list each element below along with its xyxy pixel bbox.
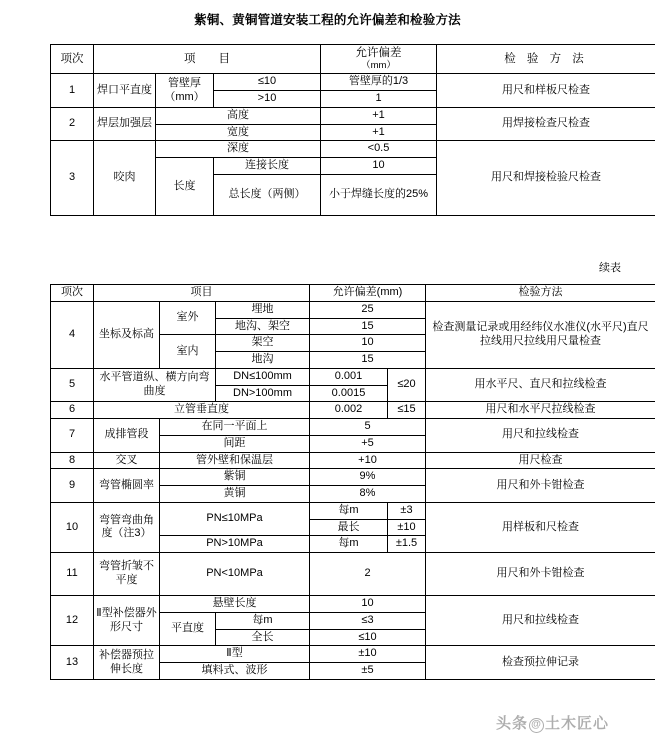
row-method: 检查测量记录或用经纬仪水准仪(水平尺)直尺拉线用尺拉线用尺量检查 xyxy=(426,301,655,368)
row-method: 用焊接检查尺检查 xyxy=(437,107,655,141)
row-tolerance: 10 xyxy=(310,335,426,352)
row-item: 成排管段 xyxy=(94,419,160,453)
row-tolerance: 15 xyxy=(310,318,426,335)
page-title: 紫铜、黄铜管道安装工程的允许偏差和检验方法 xyxy=(194,13,461,27)
row-condition: Ⅱ型 xyxy=(160,646,310,663)
row-tolerance: ≤10 xyxy=(310,629,426,646)
row-condition: >10 xyxy=(214,91,321,108)
row-tolerance: 15 xyxy=(310,352,426,369)
table-row xyxy=(51,553,655,596)
row-method: 用尺和外卡钳检查 xyxy=(426,553,655,596)
row-condition: ≤10 xyxy=(214,74,321,91)
row-no: 5 xyxy=(51,368,94,402)
row-no: 13 xyxy=(51,646,94,680)
row-item: 弯管弯曲角度（注3） xyxy=(94,502,160,552)
table-row xyxy=(51,301,655,318)
table-row xyxy=(51,646,655,663)
row-group: 平直度 xyxy=(160,612,216,646)
row-tolerance-limit: ≤15 xyxy=(388,402,426,419)
watermark-name: 土木匠心 xyxy=(545,715,610,732)
row-condition: 每m xyxy=(310,536,388,553)
row-tolerance: 8% xyxy=(310,486,426,503)
row-item: 交叉 xyxy=(94,452,160,469)
table-1-container xyxy=(50,44,655,216)
row-item: 立管垂直度 xyxy=(94,402,310,419)
header-method: 检 验 方 法 xyxy=(437,45,655,74)
row-no: 9 xyxy=(51,469,94,503)
row-condition: 最长 xyxy=(310,519,388,536)
row-item: 弯管椭圆率 xyxy=(94,469,160,503)
row-tolerance: 0.0015 xyxy=(310,385,388,402)
table-row xyxy=(51,419,655,436)
row-condition: 黄铜 xyxy=(160,486,310,503)
row-tolerance: 0.002 xyxy=(310,402,388,419)
table-header-row xyxy=(51,285,655,302)
header-method: 检验方法 xyxy=(426,285,655,302)
row-method: 用尺和拉线检查 xyxy=(426,596,655,646)
row-condition: 地沟、架空 xyxy=(216,318,310,335)
header-tolerance: 允许偏差(mm) xyxy=(310,285,426,302)
row-condition: 高度 xyxy=(156,107,321,124)
header-item: 项 目 xyxy=(94,45,321,74)
header-tolerance-unit: （mm） xyxy=(361,60,396,72)
row-tolerance: 0.001 xyxy=(310,368,388,385)
header-tolerance-label: 允许偏差 xyxy=(355,47,402,59)
table-row xyxy=(51,141,655,158)
row-method: 用尺和水平尺拉线检查 xyxy=(426,402,655,419)
table-row xyxy=(51,368,655,385)
continued-table-label: 续表 xyxy=(599,262,621,274)
row-subitem: 管壁厚（mm） xyxy=(156,74,214,108)
row-item: Ⅱ型补偿器外形尺寸 xyxy=(94,596,160,646)
row-method: 用水平尺、直尺和拉线检查 xyxy=(426,368,655,402)
row-depth-label: 深度 xyxy=(156,141,321,158)
row-no: 7 xyxy=(51,419,94,453)
table-row xyxy=(51,402,655,419)
row-no: 4 xyxy=(51,301,94,368)
row-no: 8 xyxy=(51,452,94,469)
row-depth-tolerance: <0.5 xyxy=(321,141,437,158)
row-tolerance: 25 xyxy=(310,301,426,318)
row-tolerance-limit: ≤20 xyxy=(388,368,426,402)
row-tolerance: +10 xyxy=(310,452,426,469)
row-condition: DN>100mm xyxy=(216,385,310,402)
row-no: 3 xyxy=(51,141,94,216)
table-2-container xyxy=(50,284,655,680)
row-item: 焊层加强层 xyxy=(94,107,156,141)
row-item: 咬肉 xyxy=(94,141,156,216)
row-item: 坐标及标高 xyxy=(94,301,160,368)
row-method: 用尺和焊接检验尺检查 xyxy=(437,141,655,216)
row-no: 2 xyxy=(51,107,94,141)
row-condition: 宽度 xyxy=(156,124,321,141)
row-method: 用尺和外卡钳检查 xyxy=(426,469,655,503)
row-no: 11 xyxy=(51,553,94,596)
row-condition: DN≤100mm xyxy=(216,368,310,385)
row-condition: 架空 xyxy=(216,335,310,352)
watermark xyxy=(496,712,609,733)
row-method: 用尺和样板尺检查 xyxy=(437,74,655,108)
row-group: 室外 xyxy=(160,301,216,335)
row-condition: 连接长度 xyxy=(214,158,321,175)
row-method: 检查预拉伸记录 xyxy=(426,646,655,680)
row-condition: 填料式、波形 xyxy=(160,663,310,680)
row-condition: PN<10MPa xyxy=(160,553,310,596)
table-row xyxy=(51,74,655,91)
row-item: 水平管道纵、横方向弯曲度 xyxy=(94,368,216,402)
table-header-row xyxy=(51,45,655,74)
row-condition: 管外壁和保温层 xyxy=(160,452,310,469)
row-tolerance: 小于焊缝长度的25% xyxy=(321,174,437,215)
row-group: PN≤10MPa xyxy=(160,502,310,536)
table-row xyxy=(51,502,655,519)
header-item: 项目 xyxy=(94,285,310,302)
row-method: 用尺检查 xyxy=(426,452,655,469)
row-condition: 间距 xyxy=(160,435,310,452)
row-method: 用样板和尺检查 xyxy=(426,502,655,552)
watermark-prefix: 头条 xyxy=(496,715,529,732)
row-condition: 地沟 xyxy=(216,352,310,369)
row-no: 10 xyxy=(51,502,94,552)
row-tolerance: ±10 xyxy=(310,646,426,663)
row-condition: 紫铜 xyxy=(160,469,310,486)
header-no: 项次 xyxy=(51,285,94,302)
row-tolerance: 5 xyxy=(310,419,426,436)
row-tolerance: ±5 xyxy=(310,663,426,680)
row-top-label: 悬壁长度 xyxy=(160,596,310,613)
row-condition: 总长度（两侧） xyxy=(214,174,321,215)
row-length-label: 长度 xyxy=(156,158,214,216)
row-item: 弯管折皱不平度 xyxy=(94,553,160,596)
row-tolerance: 9% xyxy=(310,469,426,486)
header-no: 项次 xyxy=(51,45,94,74)
row-method: 用尺和拉线检查 xyxy=(426,419,655,453)
row-item: 焊口平直度 xyxy=(94,74,156,108)
tolerance-table-2 xyxy=(50,284,655,680)
row-no: 12 xyxy=(51,596,94,646)
row-tolerance: 10 xyxy=(321,158,437,175)
row-condition: 每m xyxy=(310,502,388,519)
row-group: 室内 xyxy=(160,335,216,369)
row-no: 6 xyxy=(51,402,94,419)
row-no: 1 xyxy=(51,74,94,108)
row-tolerance: ≤3 xyxy=(310,612,426,629)
row-tolerance: ±3 xyxy=(388,502,426,519)
row-group: PN>10MPa xyxy=(160,536,310,553)
table-row xyxy=(51,452,655,469)
table-row xyxy=(51,469,655,486)
row-tolerance: 2 xyxy=(310,553,426,596)
table-row xyxy=(51,107,655,124)
row-condition: 每m xyxy=(216,612,310,629)
row-condition: 埋地 xyxy=(216,301,310,318)
row-tolerance: +1 xyxy=(321,124,437,141)
row-condition: 在同一平面上 xyxy=(160,419,310,436)
row-tolerance: ±10 xyxy=(388,519,426,536)
row-top-tolerance: 10 xyxy=(310,596,426,613)
row-tolerance: 1 xyxy=(321,91,437,108)
row-tolerance: ±1.5 xyxy=(388,536,426,553)
table-row xyxy=(51,596,655,613)
row-item: 补偿器预拉伸长度 xyxy=(94,646,160,680)
header-tolerance xyxy=(321,45,437,74)
tolerance-table-1 xyxy=(50,44,655,216)
row-tolerance: 管壁厚的1/3 xyxy=(321,74,437,91)
row-condition: 全长 xyxy=(216,629,310,646)
row-tolerance: +1 xyxy=(321,107,437,124)
watermark-at-icon: @ xyxy=(529,718,544,733)
row-tolerance: +5 xyxy=(310,435,426,452)
